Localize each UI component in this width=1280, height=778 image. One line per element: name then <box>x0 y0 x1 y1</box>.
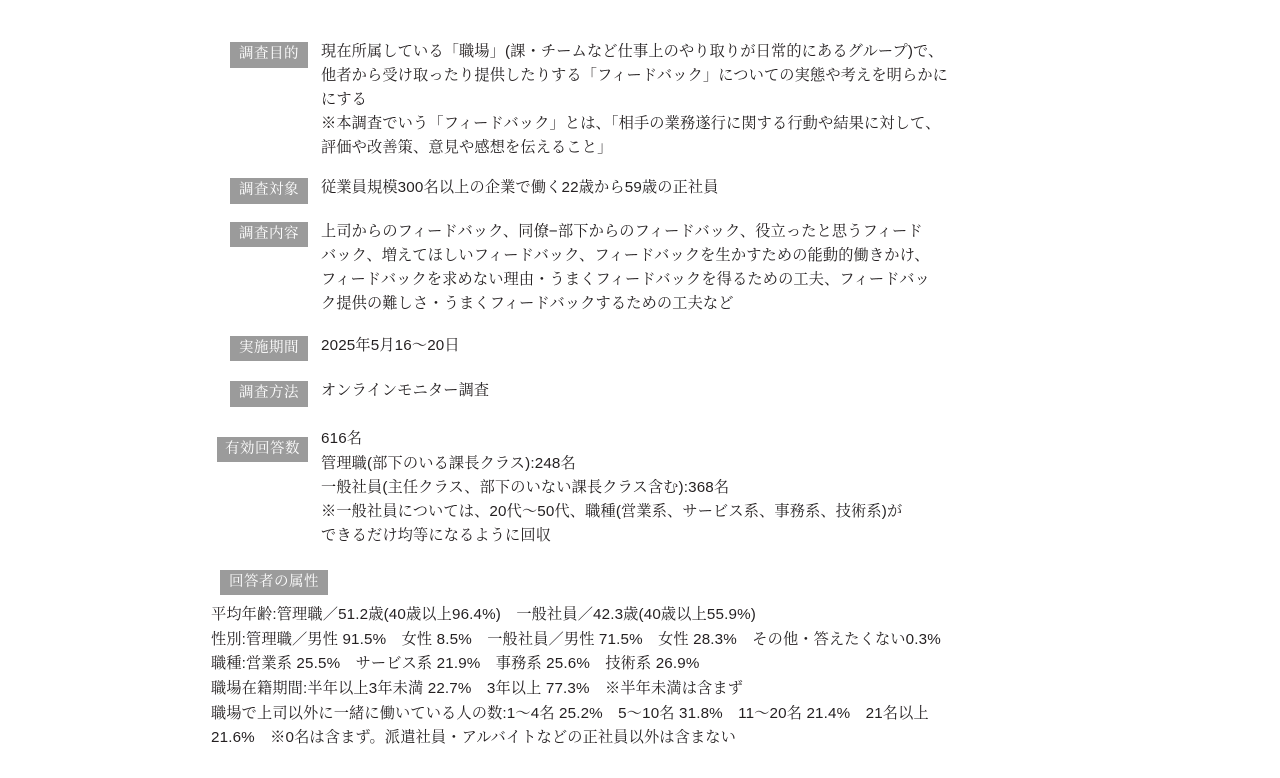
answers-total: 616名 <box>321 429 363 447</box>
survey-row-target <box>200 176 1080 204</box>
section-label-target: 調査対象 <box>230 178 308 204</box>
label-column <box>200 334 308 362</box>
answers-note-line-2: できるだけ均等になるように回収 <box>321 526 552 544</box>
value-column-method <box>308 379 1080 403</box>
target-line-1: 従業員規模300名以上の企業で働く22歳から59歳の正社員 <box>321 179 719 197</box>
label-column <box>200 379 308 407</box>
purpose-line-5: 評価や改善策、意見や感想を伝えること」 <box>321 139 613 157</box>
attribute-coworker-count-line-2: 21.6% ※0名は含まず。派遣社員・アルバイトなどの正社員以外は含まない <box>211 729 736 747</box>
label-column <box>200 40 308 68</box>
section-label-purpose: 調査目的 <box>230 42 308 68</box>
value-column-period <box>308 334 1080 358</box>
label-column <box>200 427 308 463</box>
method-line-1: オンラインモニター調査 <box>321 382 490 400</box>
value-column-content <box>308 220 1080 316</box>
attributes-heading-row <box>200 570 1080 596</box>
attribute-tenure: 職場在籍期間:半年以上3年未満 22.7% 3年以上 77.3% ※半年未満は含まず <box>211 680 744 698</box>
value-column-target <box>308 176 1080 200</box>
attributes-body <box>200 603 1080 751</box>
attribute-job-type: 職種:営業系 25.5% サービス系 21.9% 事務系 25.6% 技術系 26.9% <box>211 655 700 673</box>
attribute-coworker-count-line-1: 職場で上司以外に一緒に働いている人の数:1〜4名 25.2% 5〜10名 31.8% 11〜20名 21.4% 21名以上 <box>211 704 929 722</box>
value-column-valid-answers <box>308 427 1080 548</box>
content-line-3: フィードバックを求めない理由・うまくフィードバックを得るための工夫、フィードバッ <box>321 270 930 288</box>
label-column <box>200 176 308 204</box>
survey-row-purpose <box>200 40 1080 160</box>
survey-row-valid-answers <box>200 427 1080 548</box>
purpose-line-4: ※本調査でいう「フィードバック」とは、「相手の業務遂行に関する行動や結果に対して、 <box>321 115 941 133</box>
attribute-gender: 性別:管理職／男性 91.5% 女性 8.5% 一般社員／男性 71.5% 女性 28.3% その他・答えたくない0.3% <box>211 630 941 648</box>
section-label-method: 調査方法 <box>230 381 308 407</box>
purpose-line-3: にする <box>321 91 368 109</box>
period-line-1: 2025年5月16〜20日 <box>321 336 460 354</box>
answers-staff: 一般社員(主任クラス、部下のいない課長クラス含む):368名 <box>321 478 730 496</box>
section-label-attributes: 回答者の属性 <box>220 570 328 596</box>
value-column-purpose <box>308 40 1080 160</box>
survey-row-period <box>200 334 1080 362</box>
answers-note-line-1: ※一般社員については、20代〜50代、職種(営業系、サービス系、事務系、技術系)が <box>321 502 903 520</box>
label-column <box>200 220 308 248</box>
section-label-valid-answers: 有効回答数 <box>217 437 308 463</box>
survey-row-method <box>200 379 1080 407</box>
purpose-line-1: 現在所属している「職場」(課・チームなど仕事上のやり取りが日常的にあるグループ)で、 <box>321 43 944 60</box>
content-line-2: バック、増えてほしいフィードバック、フィードバックを生かすための能動的働きかけ、 <box>321 246 930 264</box>
content-line-1: 上司からのフィードバック、同僚−部下からのフィードバック、役立ったと思うフィード <box>321 222 923 240</box>
attribute-average-age: 平均年齢:管理職／51.2歳(40歳以上96.4%) 一般社員／42.3歳(40歳以上55.9%) <box>211 606 756 624</box>
section-label-period: 実施期間 <box>230 336 308 362</box>
answers-managers: 管理職(部下のいる課長クラス):248名 <box>321 454 576 472</box>
content-line-4: ク提供の難しさ・うまくフィードバックするための工夫など <box>321 294 734 312</box>
purpose-line-2: 他者から受け取ったり提供したりする「フィードバック」についての実態や考えを明らかに <box>321 67 949 85</box>
survey-row-content <box>200 220 1080 316</box>
section-label-content: 調査内容 <box>230 222 308 248</box>
